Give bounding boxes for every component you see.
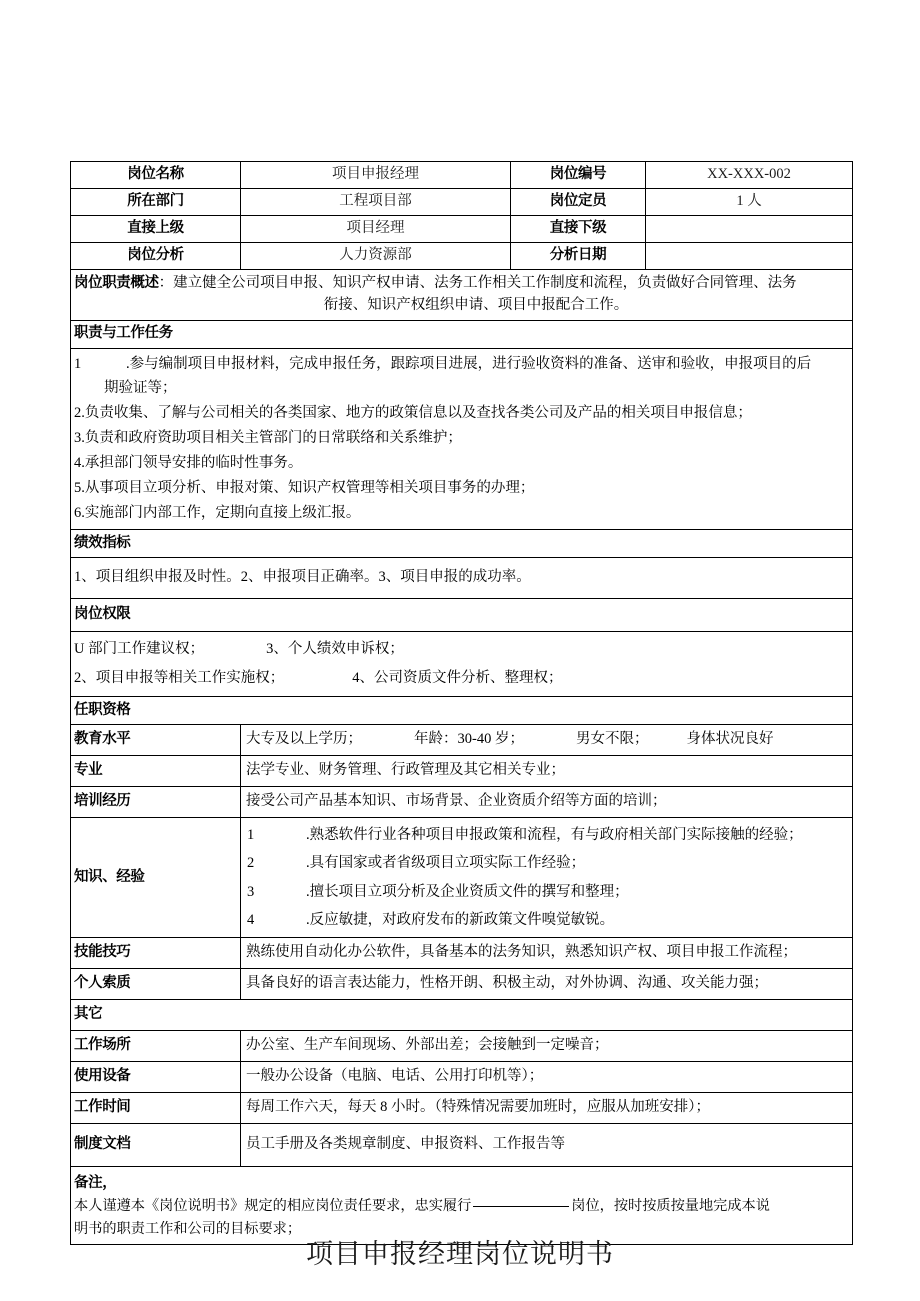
section-heading-duties: 职责与工作任务 — [71, 320, 853, 348]
table-row — [71, 189, 853, 216]
qual-value-major: 法学专业、财务管理、行政管理及其它相关专业； — [241, 756, 853, 787]
qual-value-education — [241, 725, 853, 756]
other-label-equipment: 使用设备 — [71, 1062, 241, 1093]
field-value-direct-subordinate — [646, 216, 853, 243]
field-value-headcount: 1 人 — [646, 189, 853, 216]
duty-item-3: 3.负责和政府资助项目相关主管部门的日常联络和关系维护； — [74, 430, 462, 447]
remark-heading: 备注， — [74, 1175, 117, 1192]
knowledge-item-4-text: .反应敏捷，对政府发布的新政策文件嗅觉敏锐。 — [306, 911, 615, 928]
table-row-section — [71, 1000, 853, 1031]
section-heading-qualification: 任职资格 — [71, 697, 853, 725]
qual-label-training: 培训经历 — [71, 787, 241, 818]
knowledge-item-4 — [244, 906, 848, 934]
authority-item-2: 2、项目申报等相关工作实施权； — [74, 670, 285, 687]
duty-item-2: 2.负责收集、了解与公司相关的各类国家、地方的政策信息以及查找各类公司及产品的相关项目申报信息； — [74, 405, 752, 422]
table-row-skill — [71, 938, 853, 969]
field-value-job-analysis: 人力资源部 — [241, 243, 511, 270]
duty-item-1-continuation: 期验证等； — [104, 380, 177, 397]
overview-text-1: 建立健全公司项目申报、知识产权申请、法务工作相关工作制度和流程，负责做好合同管理、法务 — [173, 275, 797, 291]
duty-item-4: 4.承担部门领导安排的临时性事务。 — [74, 455, 303, 472]
field-label-job-title: 岗位名称 — [71, 162, 241, 189]
other-label-workplace: 工作场所 — [71, 1031, 241, 1062]
authority-item-4: 4、公司资质文件分析、整理权； — [352, 670, 563, 687]
table-row-personal — [71, 969, 853, 1000]
table-row-training — [71, 787, 853, 818]
qual-label-knowledge: 知识、经验 — [71, 818, 241, 938]
qual-value-personal: 具备良好的语言表达能力，性格开朗、积极主动，对外协调、沟通、攻关能力强； — [241, 969, 853, 1000]
duties-cell — [71, 348, 853, 530]
field-label-job-code: 岗位编号 — [511, 162, 646, 189]
table-row-section — [71, 697, 853, 725]
table-row-workplace — [71, 1031, 853, 1062]
duty-item-1-number: 1 — [74, 355, 82, 372]
remark-blank-field[interactable] — [473, 1206, 569, 1207]
education-age: 年龄：30-40 岁； — [414, 731, 524, 748]
education-degree: 大专及以上学历； — [246, 731, 362, 748]
duty-item-1-text: .参与编制项目申报材料，完成申报任务，跟踪项目进展，进行验收资料的准备、送审和验收，申报项目的后 — [126, 355, 812, 372]
overview-colon: ： — [158, 275, 174, 291]
qual-value-training: 接受公司产品基本知识、市场背景、企业资质介绍等方面的培训； — [241, 787, 853, 818]
table-row-authority — [71, 632, 853, 697]
overview-label: 岗位职责概述 — [74, 275, 159, 291]
field-label-analysis-date: 分析日期 — [511, 243, 646, 270]
knowledge-item-1-number: 1 — [247, 827, 255, 844]
table-row-overview — [71, 270, 853, 321]
other-value-workplace: 办公室、生产车间现场、外部出差；会接触到一定噪音； — [241, 1031, 853, 1062]
performance-cell: 1、项目组织申报及时性。2、申报项目正确率。3、项目申报的成功率。 — [71, 558, 853, 599]
qual-value-knowledge — [241, 818, 853, 938]
section-heading-performance: 绩效指标 — [71, 530, 853, 558]
field-label-headcount: 岗位定员 — [511, 189, 646, 216]
section-heading-others: 其它 — [71, 1000, 853, 1031]
other-value-equipment: 一般办公设备（电脑、电话、公用打印机等）； — [241, 1062, 853, 1093]
table-row-duties — [71, 348, 853, 530]
remark-line-2: 明书的职责工作和公司的目标要求； — [74, 1221, 302, 1238]
knowledge-item-3-text: .擅长项目立项分析及企业资质文件的撰写和整理； — [306, 883, 629, 900]
table-row-section — [71, 599, 853, 632]
remark-text-b: 岗位，按时按质按量地完成本说 — [571, 1198, 770, 1215]
table-row-worktime — [71, 1093, 853, 1124]
knowledge-item-3 — [244, 878, 848, 906]
table-row-section — [71, 530, 853, 558]
table-row-education — [71, 725, 853, 756]
field-value-analysis-date — [646, 243, 853, 270]
authority-item-1: U 部门工作建议权； — [74, 641, 205, 658]
knowledge-item-2 — [244, 849, 848, 877]
other-label-documents: 制度文档 — [71, 1124, 241, 1167]
table-row-section — [71, 320, 853, 348]
qual-label-personal: 个人索质 — [71, 969, 241, 1000]
table-row — [71, 162, 853, 189]
qual-label-major: 专业 — [71, 756, 241, 787]
field-value-job-title: 项目申报经理 — [241, 162, 511, 189]
duty-item-6: 6.实施部门内部工作，定期向直接上级汇报。 — [74, 505, 361, 522]
field-label-direct-subordinate: 直接下级 — [511, 216, 646, 243]
knowledge-item-2-text: .具有国家或者省级项目立项实际工作经验； — [306, 855, 586, 872]
section-heading-authority: 岗位权限 — [71, 599, 853, 632]
table-row-knowledge — [71, 818, 853, 938]
field-value-department: 工程项目部 — [241, 189, 511, 216]
field-value-job-code: XX-XXX-002 — [646, 162, 853, 189]
table-row — [71, 216, 853, 243]
field-value-direct-supervisor: 项目经理 — [241, 216, 511, 243]
document-bottom-title: 项目申报经理岗位说明书 — [306, 1239, 614, 1269]
overview-line-1 — [74, 273, 848, 295]
education-health: 身体状况良好 — [686, 731, 774, 748]
overview-cell — [71, 270, 853, 321]
other-value-worktime: 每周工作六天，每天 8 小时。（特殊情况需要加班时，应服从加班安排）； — [241, 1093, 853, 1124]
table-row-major — [71, 756, 853, 787]
other-label-worktime: 工作时间 — [71, 1093, 241, 1124]
knowledge-item-1-text: .熟悉软件行业各种项目申报政策和流程，有与政府相关部门实际接触的经验； — [306, 827, 803, 844]
field-label-direct-supervisor: 直接上级 — [71, 216, 241, 243]
other-value-documents: 员工手册及各类规章制度、申报资料、工作报告等 — [241, 1124, 853, 1167]
qual-label-education: 教育水平 — [71, 725, 241, 756]
knowledge-item-2-number: 2 — [247, 855, 255, 872]
knowledge-item-3-number: 3 — [247, 883, 255, 900]
duty-item-1 — [74, 352, 848, 377]
knowledge-item-4-number: 4 — [247, 911, 255, 928]
job-description-table — [70, 161, 853, 1245]
qual-label-skill: 技能技巧 — [71, 938, 241, 969]
knowledge-item-1 — [244, 821, 848, 849]
education-gender: 男女不限； — [575, 731, 649, 748]
authority-row-1 — [74, 635, 848, 664]
field-label-job-analysis: 岗位分析 — [71, 243, 241, 270]
remark-text-a: 本人谨遵本《岗位说明书》规定的相应岗位责任要求，忠实履行 — [74, 1198, 472, 1215]
table-row-documents — [71, 1124, 853, 1167]
table-row — [71, 243, 853, 270]
qual-value-skill: 熟练使用自动化办公软件，具备基本的法务知识，熟悉知识产权、项目申报工作流程； — [241, 938, 853, 969]
remark-line-1 — [74, 1195, 848, 1218]
table-row-equipment — [71, 1062, 853, 1093]
duty-item-5: 5.从事项目立项分析、申报对策、知识产权管理等相关项目事务的办理； — [74, 480, 535, 497]
field-label-department: 所在部门 — [71, 189, 241, 216]
overview-line-2: 衔接、知识产权组织申请、项目中报配合工作。 — [323, 296, 629, 313]
authority-cell — [71, 632, 853, 697]
table-row-performance — [71, 558, 853, 599]
authority-row-2 — [74, 664, 848, 693]
authority-item-3: 3、个人绩效申诉权； — [266, 641, 404, 658]
